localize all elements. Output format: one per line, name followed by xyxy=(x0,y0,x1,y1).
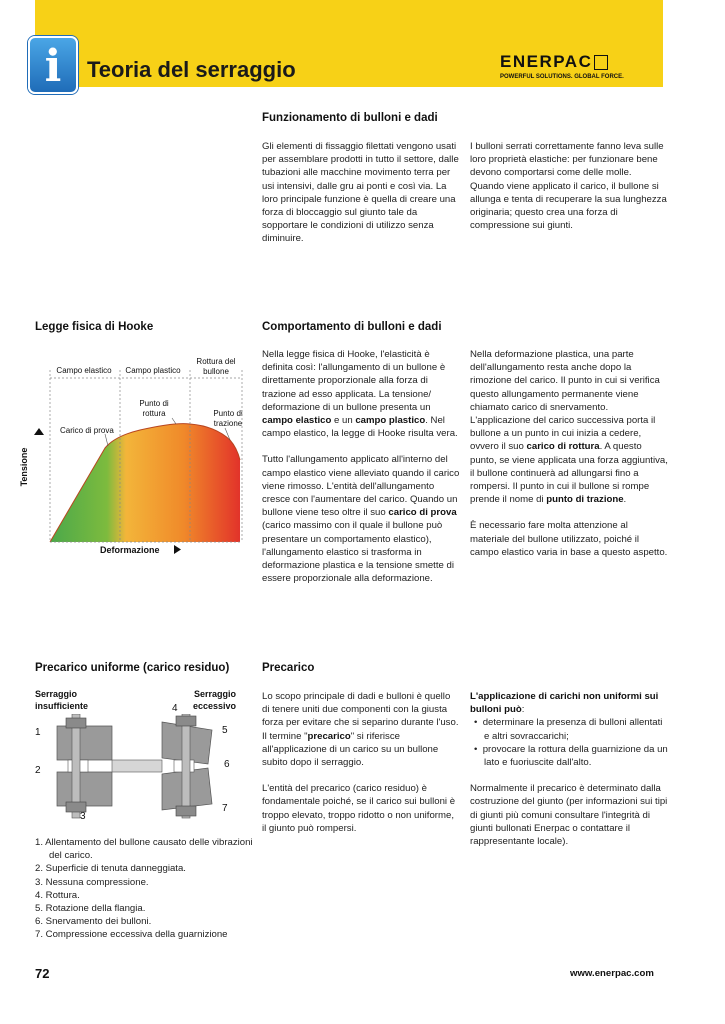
figure-label: Serraggio insufficiente xyxy=(35,689,89,711)
list-item: 1. Allentamento del bullone causato delle vibrazioni del carico. xyxy=(35,837,253,862)
enerpac-logo xyxy=(500,52,645,80)
callout-number: 3 xyxy=(80,811,86,822)
list-item: 3. Nessuna compressione. xyxy=(35,876,149,888)
paragraph: I bulloni serrati correttamente fanno leva sulle loro proprietà elastiche: per funzionare bene devono comportarsi come delle molle. Quando viene applicato il carico, il bullone si allunga e tenta di recuperare la sua lunghezza originaria; questo crea una forza di compressione sui giunti. xyxy=(470,141,667,232)
callout-number: 4 xyxy=(172,703,178,714)
callout-number: 7 xyxy=(222,803,228,814)
section-heading: Comportamento di bulloni e dadi xyxy=(262,321,442,333)
callout-number: 1 xyxy=(35,727,41,738)
list-item: 6. Snervamento dei bulloni. xyxy=(35,916,152,928)
paragraph-block: L'applicazione di carichi non uniformi sui bulloni può: • determinare la presenza di bulloni allentati e altri sovraccarichi; • provocare la rottura della guarnizione da un lato e fuoriuscite dall'alto. Normalmente il precarico è determinato dalla costruzione del giunto (per informazioni sui tipi di giunti più comuni consultare l'integrità di giunti bullonati Enerpac o contattare il rappresentante locale). xyxy=(470,691,668,848)
page-number: 72 xyxy=(35,966,50,981)
chart-label: Carico di prova xyxy=(60,426,114,435)
list-item: 7. Compressione eccessiva della guarnizione xyxy=(35,929,228,941)
flange-diagram xyxy=(32,714,242,826)
bolt xyxy=(182,714,190,818)
callout-number: 5 xyxy=(222,725,228,736)
nut xyxy=(176,716,196,726)
flange-bottom-left xyxy=(57,772,112,806)
leader-line xyxy=(105,434,108,446)
chart-label: Campo elastico xyxy=(56,366,112,375)
bullet-list xyxy=(470,716,668,769)
pipe-gap xyxy=(112,760,162,772)
info-icon: i xyxy=(28,36,78,94)
list-item: 4. Rottura. xyxy=(35,889,80,901)
chart-label: Campo plastico xyxy=(125,366,181,375)
list-item: • determinare la presenza di bulloni allentati e altri sovraccarichi; xyxy=(474,717,663,742)
chart-xlabel: Deformazione xyxy=(100,545,160,555)
chart-label: Punto di trazione xyxy=(213,409,243,428)
website-link[interactable]: www.enerpac.com xyxy=(570,968,654,979)
paragraph-block: Lo scopo principale di dadi e bulloni è quello di tenere uniti due componenti con la giusta forza per evitare che si separino durante l'uso. Il termine "precarico" si riferisce all'applicazione di un carico su un bullone subito dopo il serraggio. L'entità del precarico (carico residuo) è fondamentale poiché, se il carico sui bulloni è troppo elevato, troppo ridotto o non uniforme, il giunto può rompersi. xyxy=(262,691,459,834)
figure-label: Serraggio eccessivo xyxy=(192,689,236,711)
list-item: • provocare la rottura della guarnizione da un lato e fuoriuscite dall'alto. xyxy=(474,743,668,769)
stress-strain-area xyxy=(50,424,240,542)
nut xyxy=(176,806,196,816)
callout-number: 6 xyxy=(224,759,230,770)
chart-ylabel: Tensione xyxy=(19,447,29,487)
list-item: 2. Superficie di tenuta danneggiata. xyxy=(35,863,186,875)
nut xyxy=(66,718,86,728)
logo-mark-icon xyxy=(594,55,608,70)
flange-top-left xyxy=(57,726,112,760)
paragraph-block: Nella legge fisica di Hooke, l'elasticità è definita così: l'allungamento di un bullone è direttamente proporzionale alla forza di trazione ad esso applicata. La tensione/ deformazione di un bullone presenta un campo elastico e un campo plastico. Nel campo elastico, la legge di Hooke risulta vera. Tutto l'allungamento applicato all'interno del campo elastico viene alleviato quando il carico viene rimosso. L'entità dell'allungamento cresce con l'aumentare del carico. Quando un bullone viene teso oltre il suo carico di prova (carico massimo con il quale il bullone può presentare un comportamento elastico), l'allungamento elastico si trasforma in deformazione plastica e la tensione smette di essere proporzionale alla deformazione. xyxy=(262,349,460,585)
list-item: 5. Rotazione della flangia. xyxy=(35,903,146,915)
paragraph: Gli elementi di fissaggio filettati vengono usati per assemblare prodotti in tutto il settore, dalle tubazioni alle macchine movimento terra per usi intensivi, dalle gru ai ponti e così via. La loro principale funzione è quella di creare una forza di bloccaggio sul giunto tale da sopportare le condizioni di utilizzo senza diminuire. xyxy=(262,141,459,245)
page-title: Teoria del serraggio xyxy=(87,57,296,82)
brand-name: ENERPAC xyxy=(500,52,593,71)
section-heading: Precarico uniforme (carico residuo) xyxy=(35,662,230,674)
chart-label: Rottura del bullone xyxy=(196,357,236,376)
numbered-list xyxy=(35,836,265,942)
section-heading: Legge fisica di Hooke xyxy=(35,321,154,333)
brand-tagline: POWERFUL SOLUTIONS. GLOBAL FORCE. xyxy=(500,74,624,80)
chart-label: Punto di rottura xyxy=(139,399,169,418)
leader-line xyxy=(172,418,176,424)
section-heading: Precarico xyxy=(262,662,315,674)
paragraph-block: Nella deformazione plastica, una parte dell'allungamento resta anche dopo la rimozione del carico. Il punto in cui si verifica questo allungamento permanente viene chiamato carico di snervamento. L'applicazione del carico successiva porta il bullone a un punto in cui inizia a cedere, ovvero il suo carico di rottura. A questo punto, se viene applicata una forza aggiuntiva, il bullone continuerà ad allungarsi fino a rompersi. Il punto in cui il bullone si rompe prende il nome di punto di trazione. È necessario fare molta attenzione al materiale del bullone utilizzato, poiché il campo elastico varia in base a questo aspetto. xyxy=(470,349,668,558)
callout-number: 2 xyxy=(35,765,41,776)
hooke-chart xyxy=(30,360,252,560)
section-heading: Funzionamento di bulloni e dadi xyxy=(262,112,438,124)
arrow-up-icon xyxy=(34,428,44,435)
